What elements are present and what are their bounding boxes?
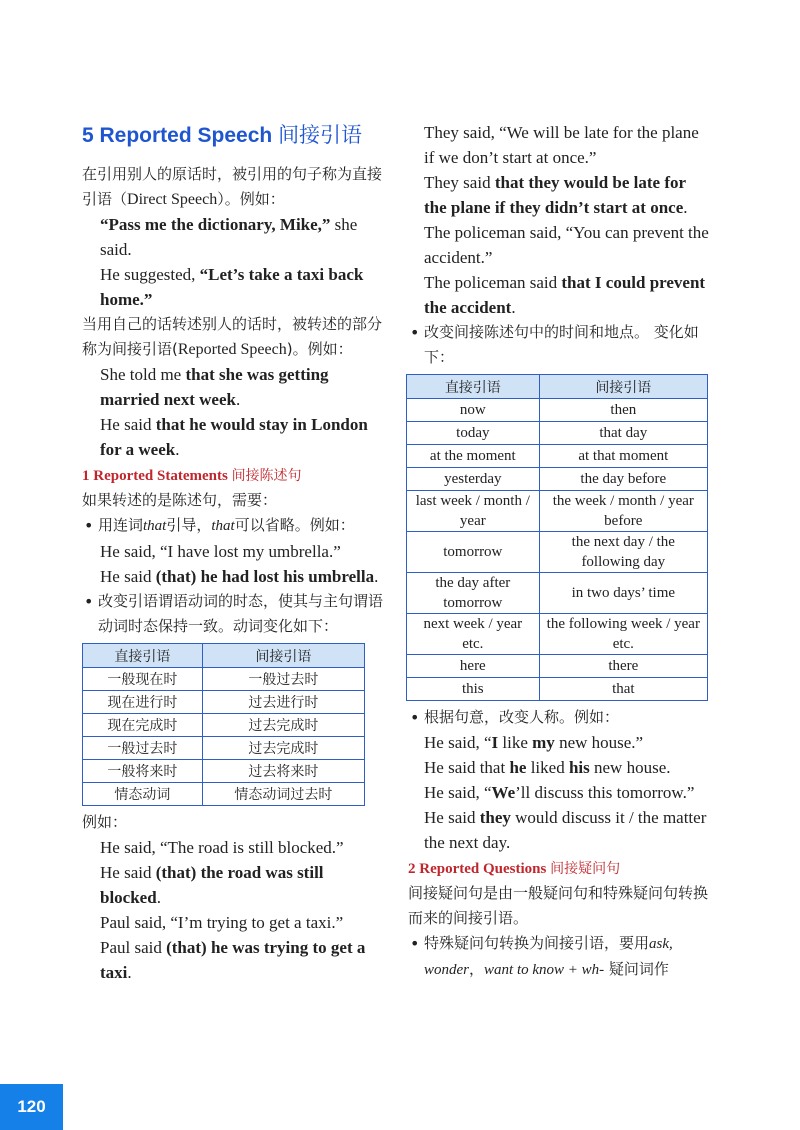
bullet-item: • 改变间接陈述句中的时间和地点。 变化如下： (408, 320, 712, 370)
example-sentence: He said, “The road is still blocked.” (100, 838, 344, 857)
table-cell: then (539, 399, 707, 422)
table-row (83, 691, 365, 714)
example-sentence: They said that they would be late for the plane if they didn’t start at once. (424, 173, 688, 217)
table-cell: at that moment (539, 445, 707, 468)
example-sentence: He suggested, “Let’s take a taxi back home.” (100, 265, 364, 309)
statements-lead: 如果转述的是陈述句，需要： (82, 491, 278, 509)
time-place-table (406, 374, 708, 701)
table-cell: 一般现在时 (83, 668, 203, 691)
subheading-reported-questions: 2 Reported Questions 间接疑问句 (408, 861, 621, 877)
example-sentence: They said, “We will be late for the plane if we don’t start at once.” (424, 123, 699, 167)
table-row (407, 399, 708, 422)
table-cell: the following week / year etc. (539, 614, 707, 655)
example-sentence: The policeman said that I could prevent the accident. (424, 273, 706, 317)
intro-paragraph-2: 当用自己的话转述别人的话时，被转述的部分称为间接引语(Reported Speech)。例如： (82, 315, 383, 358)
table-header: 间接引语 (539, 375, 707, 399)
table-cell: 情态动词 (83, 783, 203, 806)
table-cell: that day (539, 422, 707, 445)
example-label: 例如： (82, 813, 128, 831)
table-cell: the day after tomorrow (407, 573, 540, 614)
table-cell: last week / month / year (407, 491, 540, 532)
table-cell: 过去完成时 (202, 714, 364, 737)
example-sentence: She told me that she was getting married next week. (100, 365, 329, 409)
page-number: 120 (0, 1084, 63, 1130)
table-row (83, 760, 365, 783)
table-row (407, 614, 708, 655)
example-sentence: He said that he liked his new house. (424, 758, 671, 777)
table-row (83, 714, 365, 737)
table-row (407, 422, 708, 445)
table-cell: tomorrow (407, 532, 540, 573)
table-cell: 一般过去时 (202, 668, 364, 691)
section-title (82, 122, 388, 150)
table-cell: 情态动词过去时 (202, 783, 364, 806)
tense-table (82, 643, 365, 806)
bullet-item: • 用连词that引导，that可以省略。例如： (82, 513, 388, 539)
table-cell: next week / year etc. (407, 614, 540, 655)
example-sentence: He said they would discuss it / the matter the next day. (424, 808, 707, 852)
example-sentence: He said, “I like my new house.” (424, 733, 644, 752)
bullet-item: • 根据句意，改变人称。例如： (408, 705, 712, 730)
table-cell: there (539, 655, 707, 678)
table-row (83, 783, 365, 806)
example-sentence: He said (that) the road was still blocked. (100, 863, 324, 907)
right-column (408, 120, 712, 983)
table-cell: in two days’ time (539, 573, 707, 614)
table-cell: 一般将来时 (83, 760, 203, 783)
bullet-item: • 特殊疑问句转换为间接引语，要用ask, wonder，want to know + wh- 疑问词作 (408, 931, 712, 983)
table-cell: the day before (539, 468, 707, 491)
example-sentence: He said that he would stay in London for a week. (100, 415, 368, 459)
section-title-en: 5 Reported Speech (82, 124, 279, 147)
questions-lead: 间接疑问句是由一般疑问句和特殊疑问句转换而来的间接引语。 (408, 884, 709, 927)
table-header: 直接引语 (83, 644, 203, 668)
table-row (407, 678, 708, 701)
table-cell: the next day / the following day (539, 532, 707, 573)
table-row (83, 668, 365, 691)
table-cell: that (539, 678, 707, 701)
subheading-reported-statements: 1 Reported Statements 间接陈述句 (82, 468, 302, 484)
table-cell: 现在完成时 (83, 714, 203, 737)
example-sentence: He said (that) he had lost his umbrella. (100, 567, 379, 586)
table-header: 间接引语 (202, 644, 364, 668)
example-sentence: “Pass me the dictionary, Mike,” she said. (100, 215, 358, 259)
table-cell: 过去将来时 (202, 760, 364, 783)
table-row (407, 573, 708, 614)
table-row (407, 655, 708, 678)
table-cell: 现在进行时 (83, 691, 203, 714)
example-sentence: He said, “We’ll discuss this tomorrow.” (424, 783, 695, 802)
table-cell: the week / month / year before (539, 491, 707, 532)
section-title-zh: 间接引语 (278, 124, 363, 147)
table-cell: 过去进行时 (202, 691, 364, 714)
table-cell: here (407, 655, 540, 678)
table-cell: this (407, 678, 540, 701)
table-row (407, 468, 708, 491)
table-row (407, 445, 708, 468)
table-cell: yesterday (407, 468, 540, 491)
table-cell: today (407, 422, 540, 445)
table-cell: now (407, 399, 540, 422)
example-sentence: He said, “I have lost my umbrella.” (100, 542, 341, 561)
table-cell: 过去完成时 (202, 737, 364, 760)
example-sentence: Paul said (that) he was trying to get a taxi. (100, 938, 366, 982)
table-cell: 一般过去时 (83, 737, 203, 760)
table-row (83, 737, 365, 760)
bullet-item: • 改变引语谓语动词的时态，使其与主句谓语动词时态保持一致。动词变化如下： (82, 589, 388, 639)
example-sentence: The policeman said, “You can prevent the accident.” (424, 223, 709, 267)
intro-paragraph-1: 在引用别人的原话时，被引用的句子称为直接引语（Direct Speech）。例如： (82, 165, 383, 208)
example-sentence: Paul said, “I’m trying to get a taxi.” (100, 913, 344, 932)
left-column (82, 120, 388, 985)
table-row (407, 532, 708, 573)
table-header: 直接引语 (407, 375, 540, 399)
table-cell: at the moment (407, 445, 540, 468)
table-row (407, 491, 708, 532)
